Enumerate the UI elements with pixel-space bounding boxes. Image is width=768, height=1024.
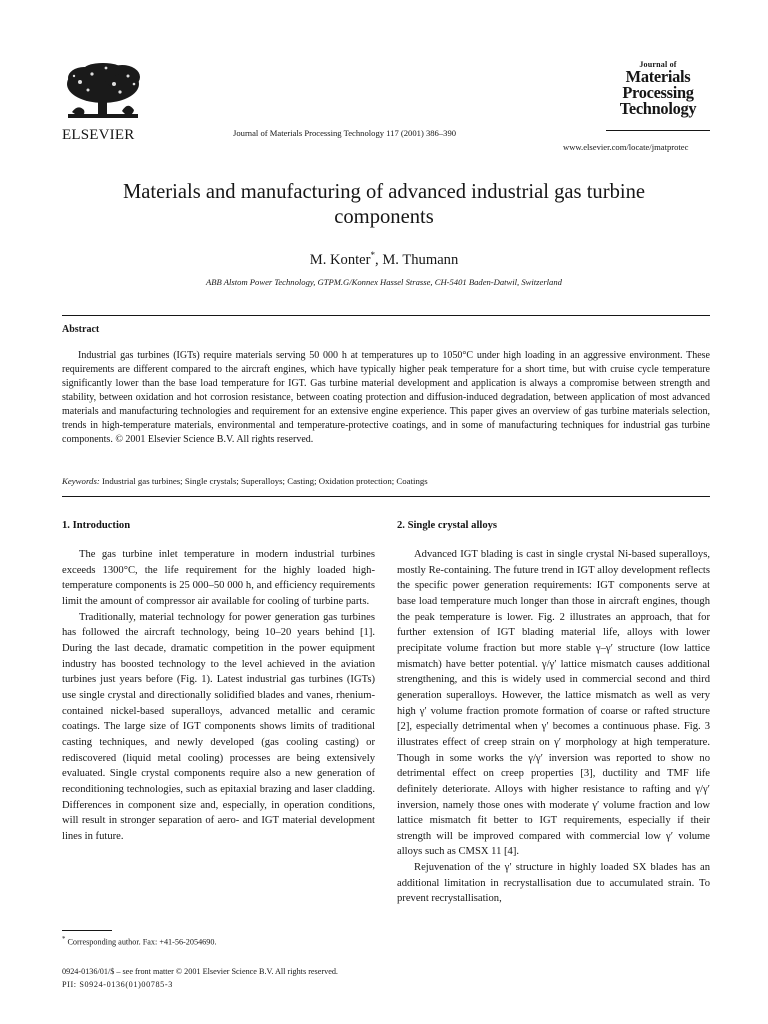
keywords-list: Industrial gas turbines; Single crystals; Superalloys; Casting; Oxidation protection; Coatings — [102, 476, 428, 486]
paragraph: Advanced IGT blading is cast in single crystal Ni-based superalloys, mostly Re-containing. The future trend in IGT alloy development reflects the specific power generation requirements: IGT components serve at base load temperature much longer than those in aircraft engines, though the peak temperature is lower. Fig. 2 illustrates an approach, that for further extension of IGT blading material life, alloys with lower precipitate volume fraction but more stable γ–γ′ structure (low lattice mismatch) have better potential. γ/γ′ lattice mismatch causes additional strengthening, and this is widely used in commercial second and third generation superalloys. However, the lattice mismatch as well as very high γ′ volume fraction promote formation of coarse or rafted structure [2], especially detrimental when γ′ becomes a continuous phase. Fig. 3 illustrates effect of creep strain on γ′ morphology at high temperature. Though in some works the γ/γ′ inversion was reported to show no detrimental effect on creep properties [3], ductility and TMF life definitely deteriorate. Alloys with higher resistance to rafting and γ/γ′ inversion, namely those ones with moderate γ′ volume fraction and low lattice mismatch fit better to IGT requirements, especially if their strength will be improved compared with commercial low γ′ volume alloys such as CMSX 11 [4]. — [397, 549, 710, 858]
front-matter-line: 0924-0136/01/$ – see front matter © 2001 Elsevier Science B.V. All rights reserved. — [62, 967, 338, 976]
pii-line: PII: S0924-0136(01)00785-3 — [62, 980, 173, 989]
journal-logo-line: Technology — [619, 99, 697, 118]
journal-citation: Journal of Materials Processing Technology 117 (2001) 386–390 — [233, 128, 457, 138]
paragraph: Traditionally, material technology for power generation gas turbines has followed the aircraft technology, being 10–20 years behind [1]. During the last decade, dramatic competition in the power equipment industry has boosted technology to the level achieved in the aviation turbines just years before (Fig. 1). Latest industrial gas turbines (IGTs) use single crystal and directionally solidified blades and vanes, rhenium-contained nickel-based superalloys, advanced metallic and ceramic coatings. The large size of IGT components shows limits of traditional casting techniques, and newly developed (gas cooling casting) or rediscovered (liquid metal cooling) processes are being extensively evaluated. Single crystal components require also a new generation of reconditioning technologies, such as epitaxial brazing and laser cladding. Differences in component size and, especially, in operation conditions, will result in stronger separation of aero- and IGT material development lines in future. — [62, 611, 375, 842]
divider — [62, 496, 710, 497]
column-left — [62, 520, 375, 844]
journal-logo-of: Journal of — [639, 60, 677, 69]
author-affiliation: ABB Alstom Power Technology, GTPM.G/Konnex Hassel Strasse, CH-5401 Baden-Datwil, Switzerland — [206, 277, 562, 287]
keywords — [62, 476, 710, 486]
journal-logo-line: Materials — [625, 67, 691, 86]
publisher-name: ELSEVIER — [62, 127, 135, 143]
journal-url[interactable]: www.elsevier.com/locate/jmatprotec — [563, 142, 689, 152]
section-heading: 1. Introduction — [62, 520, 131, 531]
journal-logo-line: Processing — [622, 83, 694, 102]
footnote-mark: * — [62, 936, 66, 943]
footnote-text: Corresponding author. Fax: +41-56-2054690. — [67, 937, 217, 947]
column-right — [397, 520, 710, 907]
paragraph: The gas turbine inlet temperature in modern industrial turbines exceeds 1300°C, the life requirement for the highly loaded high-temperature components is 25 000–50 000 h, and efficiency requirements limit the amount of compressor air available for cooling of turbine parts. — [62, 549, 375, 607]
divider — [62, 315, 710, 316]
elsevier-logo — [62, 62, 144, 124]
paragraph: Rejuvenation of the γ′ structure in highly loaded SX blades has an additional limitation in recrystallisation due to accumulated strain. To prevent recrystallisation, — [397, 862, 710, 905]
author-list — [84, 250, 684, 269]
author-first: M. Konter — [309, 251, 371, 268]
footnote-rule — [62, 930, 112, 931]
elsevier-tree-icon — [62, 62, 144, 124]
abstract-text: Industrial gas turbines (IGTs) require materials serving 50 000 h at temperatures up to 1050°C under high loading in an aggressive environment. These requirements are different compared to the aircraft engines, which have typically higher peak temperature for a short time, but with cruise cycle temperature significantly lower than the base load temperature for IGT. Gas turbine material development and application is always a compromise between strength and stability, between oxidation and hot corrosion resistance, between coating protection and diffusion-induced degradation, between application of most advanced materials and manufacturing technologies and requirement for an extensive engine experience. This paper gives an overview of gas turbine materials selection, trends in high-temperature materials, environmental and temperature-protective coatings, and in some of manufacturing techniques for industrial gas turbine components. © 2001 Elsevier Science B.V. All rights reserved. — [62, 350, 710, 445]
keywords-label: Keywords: — [62, 476, 100, 486]
footnote — [62, 936, 217, 947]
author-rest: , M. Thumann — [375, 251, 459, 268]
article-title: Materials and manufacturing of advanced industrial gas turbine components — [122, 181, 646, 228]
section-heading: 2. Single crystal alloys — [397, 520, 498, 531]
abstract-heading: Abstract — [62, 324, 100, 335]
journal-logo-rule — [606, 130, 710, 131]
corresponding-author-mark[interactable]: * — [370, 250, 376, 260]
journal-logo — [606, 60, 710, 117]
